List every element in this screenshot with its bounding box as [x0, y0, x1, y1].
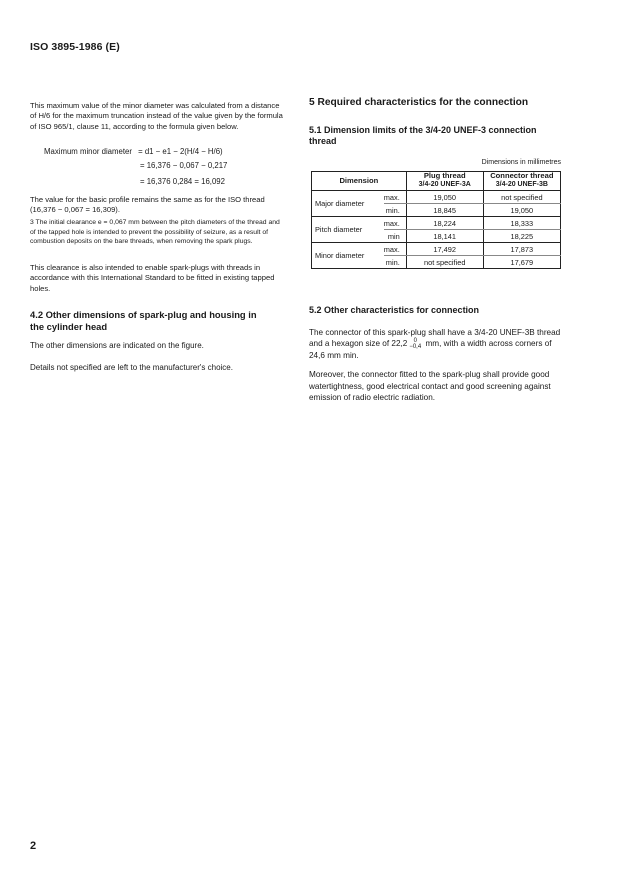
row-name-pitch: Pitch diameter: [312, 217, 384, 243]
page-number: 2: [30, 840, 37, 852]
formula-line-3: = 16,376 0,284 = 16,092: [140, 177, 225, 186]
table-row-pitch-max: [312, 217, 561, 230]
row-name-minor: Minor diameter: [312, 243, 384, 269]
paragraph-clearance: This clearance is also intended to enable spark-plugs with threads in accordance with this International Standard to be fitted in existing tapped holes.: [30, 263, 275, 293]
cell-value: 17,873: [483, 243, 560, 256]
table-row-minor-max: [312, 243, 561, 256]
section-4-2-body-2: [30, 363, 284, 373]
formula-line-1: = d1 − e1 − 2(H/4 − H/6): [138, 147, 223, 156]
table-header-connector-line2: 3/4-20 UNEF-3B: [495, 181, 548, 188]
table-header-plug-line2: 3/4-20 UNEF-3A: [418, 181, 471, 188]
cell-value: 18,141: [406, 230, 483, 243]
tolerance: [409, 338, 421, 350]
section-5-2-body: [309, 327, 561, 403]
paragraph-basic-profile: The value for the basic profile remains the same as for the ISO thread (16,376 − 0,067 = 16,309).: [30, 195, 265, 215]
table-header-connector-line1: Connector thread: [490, 171, 554, 181]
heading-4-2: 4.2 Other dimensions of spark-plug and housing in the cylinder head: [30, 309, 257, 332]
limit-label: min: [384, 230, 407, 243]
cell-value: 18,845: [406, 204, 483, 217]
section-5-2: [309, 305, 561, 316]
cell-value: 18,333: [483, 217, 560, 230]
table-row-major-max: [312, 191, 561, 204]
limit-label: min.: [384, 204, 407, 217]
section-4-2: [30, 309, 270, 333]
cell-value: 17,679: [483, 256, 560, 269]
cell-value: 19,050: [406, 191, 483, 204]
table-header-plug: [406, 172, 483, 191]
heading-5-1: 5.1 Dimension limits of the 3/4-20 UNEF-3 connection thread: [309, 125, 537, 146]
paragraph-5-2-part-a: The connector of this spark-plug shall have a 3/4-20 UNEF-3B thread and a hexagon size of: [309, 328, 561, 349]
cell-value: 17,492: [406, 243, 483, 256]
cell-value: 18,224: [406, 217, 483, 230]
heading-5: 5 Required characteristics for the connection: [309, 97, 529, 108]
note-block: [30, 218, 284, 247]
paragraph-5-2-part-b: mm, with a width across corners of 24,6 mm min.: [309, 339, 552, 361]
hexagon-size-value: 22,2: [391, 339, 408, 349]
document-header: ISO 3895-1986 (E): [30, 41, 120, 53]
paragraph-4-2-b: Details not specified are left to the manufacturer's choice.: [30, 363, 233, 372]
tolerance-upper: 0: [413, 338, 417, 345]
paragraph-5-2-connector: [309, 327, 561, 361]
dimension-table-wrap: [311, 171, 561, 269]
section-5-1: [309, 125, 539, 146]
formula-line-2: = 16,376 − 0,067 − 0,217: [140, 161, 228, 170]
left-column: [30, 101, 284, 132]
row-name-major: Major diameter: [312, 191, 384, 217]
section-4-2-body: [30, 341, 284, 351]
clearance-block: [30, 263, 284, 294]
units-note: Dimensions in millimetres: [481, 159, 561, 166]
cell-value: not specified: [483, 191, 560, 204]
dimension-table: [311, 171, 561, 269]
paragraph-4-2-a: The other dimensions are indicated on the figure.: [30, 341, 204, 350]
limit-label: min.: [384, 256, 407, 269]
basic-profile-block: [30, 195, 284, 216]
cell-value: not specified: [406, 256, 483, 269]
heading-5-2: 5.2 Other characteristics for connection: [309, 305, 480, 315]
table-header-dimension: Dimension: [312, 172, 407, 191]
limit-label: max.: [384, 191, 407, 204]
table-header-connector: [483, 172, 560, 191]
cell-value: 19,050: [483, 204, 560, 217]
paragraph-5-2-moreover: Moreover, the connector fitted to the spark-plug shall provide good watertightness, good electrical contact and good screening against emission of radio electric radiation.: [309, 370, 551, 402]
limit-label: max.: [384, 217, 407, 230]
note-3: 3 The initial clearance e = 0,067 mm between the pitch diameters of the thread and of the tapped hole is intended to prevent the possibility of seizure, as a result of combustion deposits on the bare threads, when removing the spark plugs.: [30, 219, 280, 246]
table-header-plug-line1: Plug thread: [423, 171, 466, 181]
cell-value: 18,225: [483, 230, 560, 243]
formula-label: Maximum minor diameter: [44, 147, 132, 156]
paragraph-max-minor-diameter: This maximum value of the minor diameter was calculated from a distance of H/6 for the maximum truncation instead of the value given by the formula of ISO 965/1, clause 11, according to the formula given below.: [30, 101, 283, 131]
limit-label: max.: [384, 243, 407, 256]
tolerance-lower: −0,4: [409, 344, 422, 351]
section-5: [309, 97, 569, 109]
